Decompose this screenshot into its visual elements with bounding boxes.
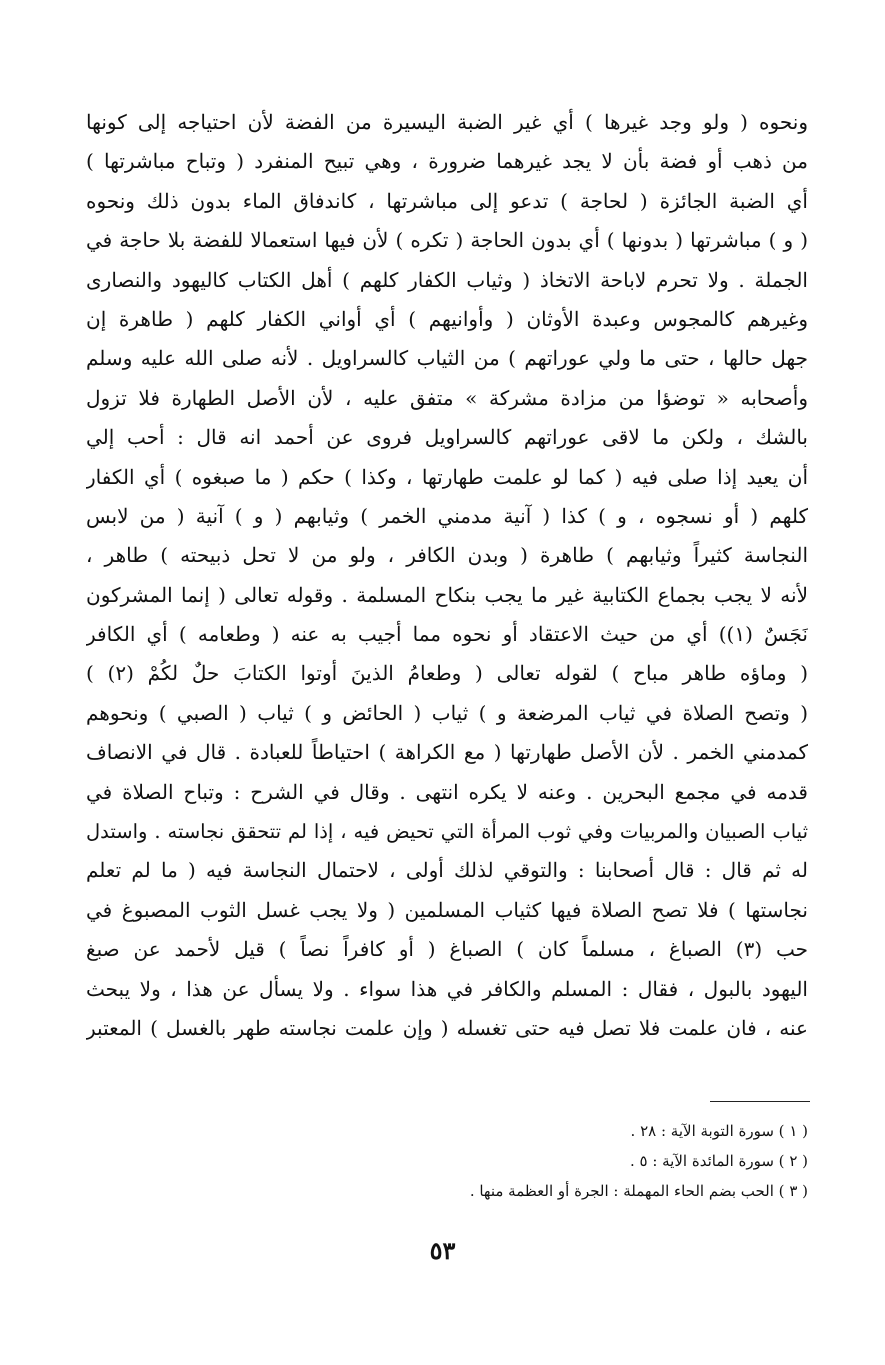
text-line: النجاسة كثيراً وثيابهم ) طاهرة ( وبدن الكافر ، ولو من لا تحل ذبيحته ) طاهر ، <box>86 543 808 568</box>
page-number: ٥٣ <box>429 1236 456 1265</box>
footnotes <box>288 1116 808 1206</box>
footnote: ( ٢ ) سورة المائدة الآية : ٥ . <box>629 1152 808 1170</box>
text-line: اليهود بالبول ، فقال : المسلم والكافر في هذا سواء . ولا يسأل عن هذا ، ولا يبحث <box>86 976 808 1001</box>
text-line: أن يعيد إذا صلى فيه ( كما لو علمت طهارتها ، وكذا ) حكم ( ما صبغوه ) أي الكفار <box>86 464 808 489</box>
body-text <box>86 103 808 1048</box>
footnote: ( ١ ) سورة التوبة الآية : ٢٨ . <box>630 1122 808 1140</box>
text-line: عنه ، فان علمت فلا تصل فيه حتى تغسله ( وإن علمت نجاسته طهر بالغسل ) المعتبر <box>86 1015 808 1040</box>
text-line: ثياب الصبيان والمربيات وفي ثوب المرأة التي تحيض فيه ، إذا لم تتحقق نجاسته . واستدل <box>86 820 808 844</box>
text-line: وأصحابه « توضؤا من مزادة مشركة » متفق عليه ، لأن الأصل الطهارة فلا تزول <box>86 385 808 410</box>
footnote-divider <box>710 1101 810 1102</box>
text-line: الجملة . ولا تحرم لاباحة الاتخاذ ( وثياب الكفار كلهم ) أهل الكتاب كاليهود والنصارى <box>86 267 808 292</box>
text-line: له ثم قال : قال أصحابنا : والتوقي لذلك أولى ، لاحتمال النجاسة فيه ( ما لم تعلم <box>86 858 808 883</box>
text-line: أي الضبة الجائزة ( لحاجة ) تدعو إلى مباشرتها ، كاندفاق الماء بدون ذلك ونحوه <box>86 188 808 213</box>
text-line: ( و ) مباشرتها ( بدونها ) أي بدون الحاجة ( تكره ) لأن فيها استعمالا للفضة بلا حاجة في <box>86 228 808 253</box>
text-line: كمدمني الخمر . لأن الأصل طهارتها ( مع الكراهة ) احتياطاً للعبادة . قال في الانصاف <box>86 740 808 765</box>
footnote: ( ٣ ) الحب بضم الحاء المهملة : الجرة أو العظمة منها . <box>469 1182 808 1200</box>
text-line: حب (٣) الصباغ ، مسلماً كان ) الصباغ ( أو كافراً نصاً ) قيل لأحمد عن صبغ <box>86 937 808 962</box>
text-line: كلهم ( أو نسجوه ، و ) كذا ( آنية مدمني الخمر ) وثيابهم ( و ) آنية ( من لابس <box>86 503 808 528</box>
text-line: وغيرهم كالمجوس وعبدة الأوثان ( وأوانيهم ) أي أواني الكفار كلهم ( طاهرة إن <box>86 306 808 331</box>
text-line: ( وماؤه طاهر مباح ) لقوله تعالى ( وطعامُ الذينَ أوتوا الكتابَ حلٌ لكُمْ (٢) ) <box>86 661 808 686</box>
text-line: ( وتصح الصلاة في ثياب المرضعة و ) ثياب ( الحائض و ) ثياب ( الصبي ) ونحوهم <box>86 700 808 725</box>
text-line: نَجَسٌ (١)) أي من حيث الاعتقاد أو نحوه مما أجيب به عنه ( وطعامه ) أي الكافر <box>86 622 808 647</box>
text-line: ونحوه ( ولو وجد غيرها ) أي غير الضبة اليسيرة من الفضة لأن احتياجه إلى كونها <box>86 110 808 134</box>
text-line: قدمه في مجمع البحرين . وعنه لا يكره انتهى . وقال في الشرح : وتباح الصلاة في <box>86 779 808 804</box>
text-line: جهل حالها ، حتى ما ولي عوراتهم ) من الثياب كالسراويل . لأنه صلى الله عليه وسلم <box>86 346 808 371</box>
text-line: لأنه لا يجب بجماع الكتابية غير ما يجب بنكاح المسلمة . وقوله تعالى ( إنما المشركون <box>86 582 808 607</box>
text-line: بالشك ، ولكن ما لاقى عوراتهم كالسراويل فروى عن أحمد انه قال : أحب إلي <box>86 425 808 450</box>
text-line: نجاستها ) فلا تصح الصلاة فيها كثياب المسلمين ( ولا يجب غسل الثوب المصبوغ في <box>86 897 808 922</box>
text-line: من ذهب أو فضة بأن لا يجد غيرهما ضرورة ، وهي تبيح المنفرد ( وتباح مباشرتها ) <box>86 149 808 174</box>
